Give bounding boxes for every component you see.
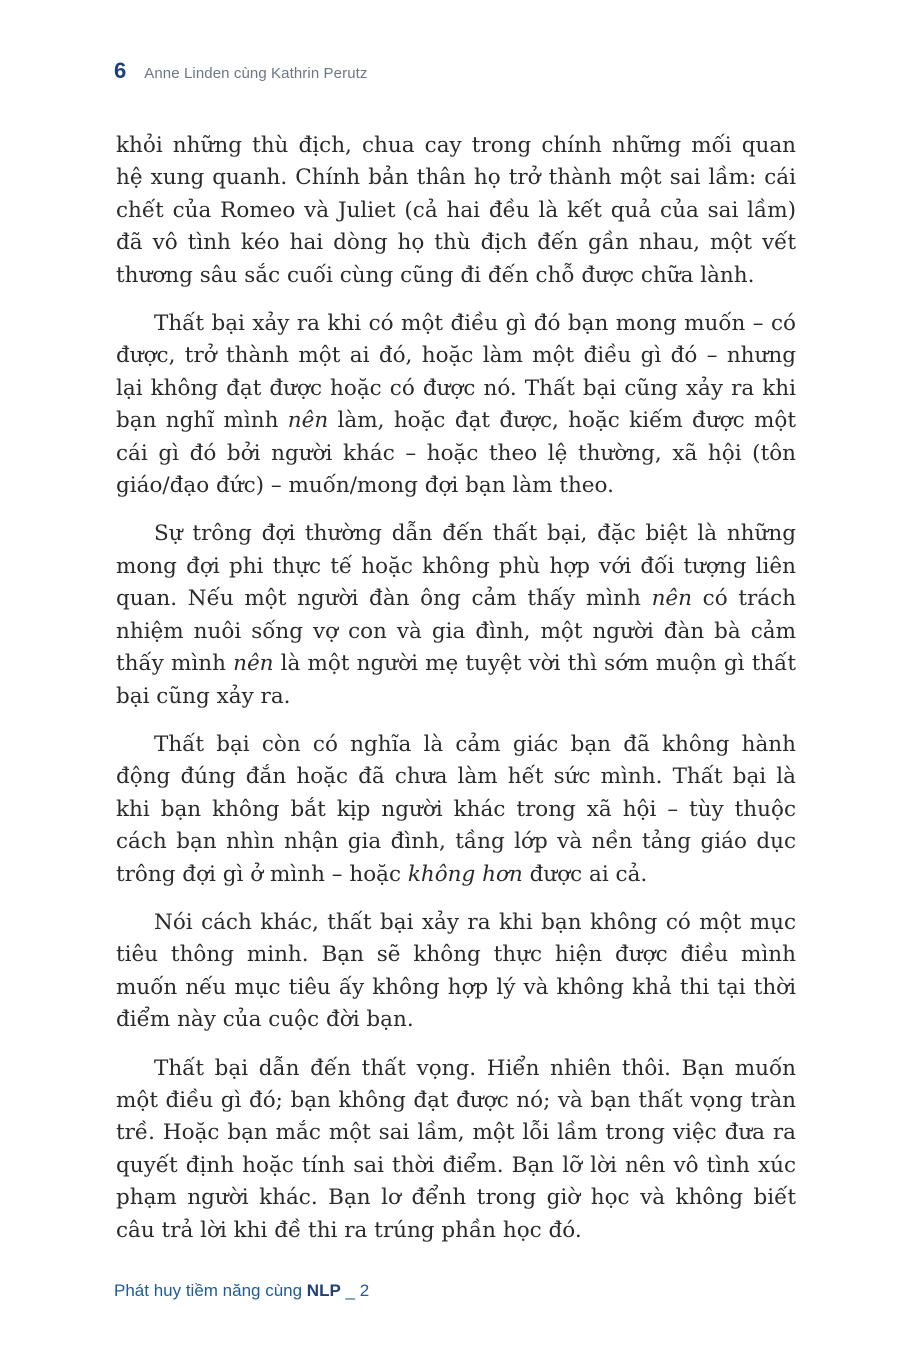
page-number: 6 bbox=[114, 58, 127, 83]
paragraph-5-text: Nói cách khác, thất bại xảy ra khi bạn không có một mục tiêu thông minh. Bạn sẽ không thực hiện được điều mình muốn nếu mục tiêu ấy không hợp lý và không khả thi tại thời điểm này của cuộc đời bạn. bbox=[116, 909, 796, 1033]
paragraph-4-text-a: Thất bại còn có nghĩa là cảm giác bạn đã không hành động đúng đắn hoặc đã chưa làm hết sức mình. Thất bại là khi bạn không bắt kịp người khác trong xã hội – tùy thuộc cách bạn nhìn nhận gia đình, tầng lớp và nền tảng giáo dục trông đợi gì ở mình – hoặc bbox=[116, 731, 796, 887]
paragraph-2 bbox=[116, 308, 796, 502]
paragraph-3-text-c: là một người mẹ tuyệt vời thì sớm muộn gì thất bại cũng xảy ra. bbox=[116, 651, 796, 709]
paragraph-1-text: khỏi những thù địch, chua cay trong chính những mối quan hệ xung quanh. Chính bản thân họ trở thành một sai lầm: cái chết của Romeo và Juliet (cả hai đều là kết quả của sai lầm) đã vô tình kéo hai dòng họ thù địch đến gần nhau, một vết thương sâu sắc cuối cùng cũng đi đến chỗ được chữa lành. bbox=[116, 133, 796, 288]
page-header bbox=[114, 58, 368, 84]
paragraph-1 bbox=[116, 130, 796, 292]
paragraph-2-emphasis: nên bbox=[287, 408, 329, 434]
body-text bbox=[116, 130, 796, 1247]
paragraph-6 bbox=[116, 1053, 796, 1247]
paragraph-5 bbox=[116, 907, 796, 1037]
running-head-authors: Anne Linden cùng Kathrin Perutz bbox=[144, 65, 368, 82]
paragraph-2-text-b: làm, hoặc đạt được, hoặc kiếm được một cái gì đó bởi người khác – hoặc theo lệ thường, xã hội (tôn giáo/đạo đức) – muốn/mong đợi bạn làm theo. bbox=[116, 408, 796, 499]
footer-title-suffix: _ 2 bbox=[340, 1281, 370, 1300]
paragraph-3-text-b: có trách nhiệm nuôi sống vợ con và gia đình, một người đàn bà cảm thấy mình bbox=[116, 586, 796, 677]
paragraph-4-emphasis: không hơn bbox=[407, 861, 523, 887]
paragraph-3-emphasis-2: nên bbox=[233, 651, 274, 677]
paragraph-3-text-a: Sự trông đợi thường dẫn đến thất bại, đặc biệt là những mong đợi phi thực tế hoặc không phù hợp với đối tượng liên quan. Nếu một người đàn ông cảm thấy mình bbox=[116, 521, 796, 612]
footer-title-bold: NLP bbox=[306, 1281, 341, 1300]
page-footer bbox=[114, 1281, 369, 1301]
paragraph-3 bbox=[116, 518, 796, 712]
paragraph-6-text: Thất bại dẫn đến thất vọng. Hiển nhiên thôi. Bạn muốn một điều gì đó; bạn không đạt được nó; và bạn thất vọng tràn trề. Hoặc bạn mắc một sai lầm, một lỗi lầm trong việc đưa ra quyết định hoặc tính sai thời điểm. Bạn lỡ lời nên vô tình xúc phạm người khác. Bạn lơ đểnh trong giờ học và không biết câu trả lời khi đề thi ra trúng phần học đó. bbox=[116, 1055, 796, 1243]
footer-title-prefix: Phát huy tiềm năng cùng bbox=[114, 1281, 307, 1300]
paragraph-4 bbox=[116, 729, 796, 891]
paragraph-3-emphasis-1: nên bbox=[651, 586, 692, 612]
paragraph-4-text-b: được ai cả. bbox=[522, 861, 648, 887]
paragraph-2-text-a: Thất bại xảy ra khi có một điều gì đó bạn mong muốn – có được, trở thành một ai đó, hoặc làm một điều gì đó – nhưng lại không đạt được hoặc có được nó. Thất bại cũng xảy ra khi bạn nghĩ mình bbox=[116, 311, 796, 434]
